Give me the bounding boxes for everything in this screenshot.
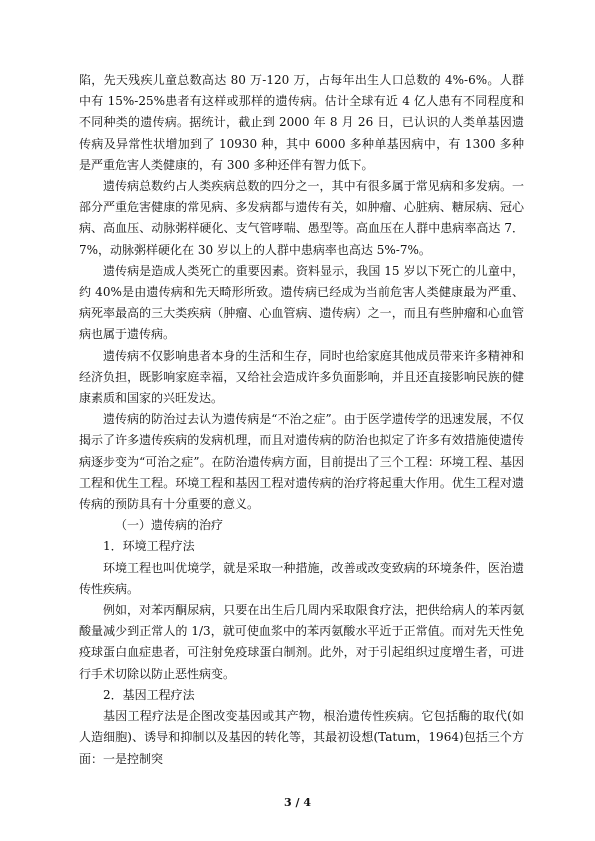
paragraph-gene-1: 基因工程疗法是企图改变基因或其产物，根治遗传性疾病。它包括酶的取代(如人造细胞)、诱导和抑制以及基因的转化等，其最初设想(Tatum，1964)包括三个方面：一是控制突 — [79, 709, 524, 766]
paragraph-2: 遗传病总数约占人类疾病总数的四分之一，其中有很多属于常见病和多发病。一部分严重危害健康的常见病、多发病都与遗传有关，如肿瘤、心脏病、糖尿病、冠心病、高血压、动脉粥样硬化、支气管哮喘、愚型等。高血压在人群中患病率高达 7．7%，动脉粥样硬化在 30 岁以上的人群中患病率也高达 5%-7%。 — [79, 179, 524, 257]
page-number: 3 / 4 — [284, 796, 311, 809]
subsection-heading-environment: 1．环境工程疗法 — [103, 539, 195, 554]
document-body — [79, 70, 524, 770]
paragraph-4: 遗传病不仅影响患者本身的生活和生存，同时也给家庭其他成员带来许多精神和经济负担，既影响家庭幸福，又给社会造成许多负面影响，并且还直接影响民族的健康素质和国家的兴旺发达。 — [79, 348, 524, 406]
paragraph-1: 陷，先天残疾儿童总数高达 80 万-120 万，占每年出生人口总数的 4%-6%。人群中有 15%-25%患者有这样或那样的遗传病。估计全球有近 4 亿人患有不同程度和不同种类的遗传病。据统计，截止到 2000 年 8 月 26 日，已认识的人类单基因遗传病及异常性状增加到了 10930 种，其中 6000 多种单基因病中，有 1300 多种是严重危害人类健康的，有 300 多种还伴有智力低下。 — [79, 73, 524, 172]
paragraph-5: 遗传病的防治过去认为遗传病是“不治之症”。由于医学遗传学的迅速发展，不仅揭示了许多遗传疾病的发病机理，而且对遗传病的防治也拟定了许多有效措施使遗传病逐步变为“可治之症”。在防治遗传病方面，目前提出了三个工程：环境工程、基因工程和优生工程。环境工程和基因工程对遗传病的治疗将起重大作用。优生工程对遗传病的预防具有十分重要的意义。 — [79, 412, 524, 512]
paragraph-environment-1: 环境工程也叫优境学，就是采取一种措施，改善或改变致病的环境条件，医治遗传性疾病。 — [79, 560, 524, 596]
paragraph-environment-2: 例如，对苯丙酮尿病，只要在出生后几周内采取限食疗法，把供给病人的苯丙氨酸量减少到正常人的 1/3，就可使血浆中的苯丙氨酸水平近于正常值。而对先天性免疫球蛋白血症患者，可注射免疫球蛋白制剂。此外，对于引起组织过度增生者，可进行手术切除以防止恶性病变。 — [79, 603, 524, 681]
subsection-heading-gene: 2．基因工程疗法 — [103, 687, 195, 702]
paragraph-3: 遗传病是造成人类死亡的重要因素。资料显示，我国 15 岁以下死亡的儿童中，约 40%是由遗传病和先天畸形所致。遗传病已经成为当前危害人类健康最为严重、病死率最高的三大类疾病（肿瘤、心血管病、遗传病）之一，而且有些肿瘤和心血管病也属于遗传病。 — [79, 263, 524, 342]
section-heading-treatment: （一）遗传病的治疗 — [115, 518, 224, 533]
